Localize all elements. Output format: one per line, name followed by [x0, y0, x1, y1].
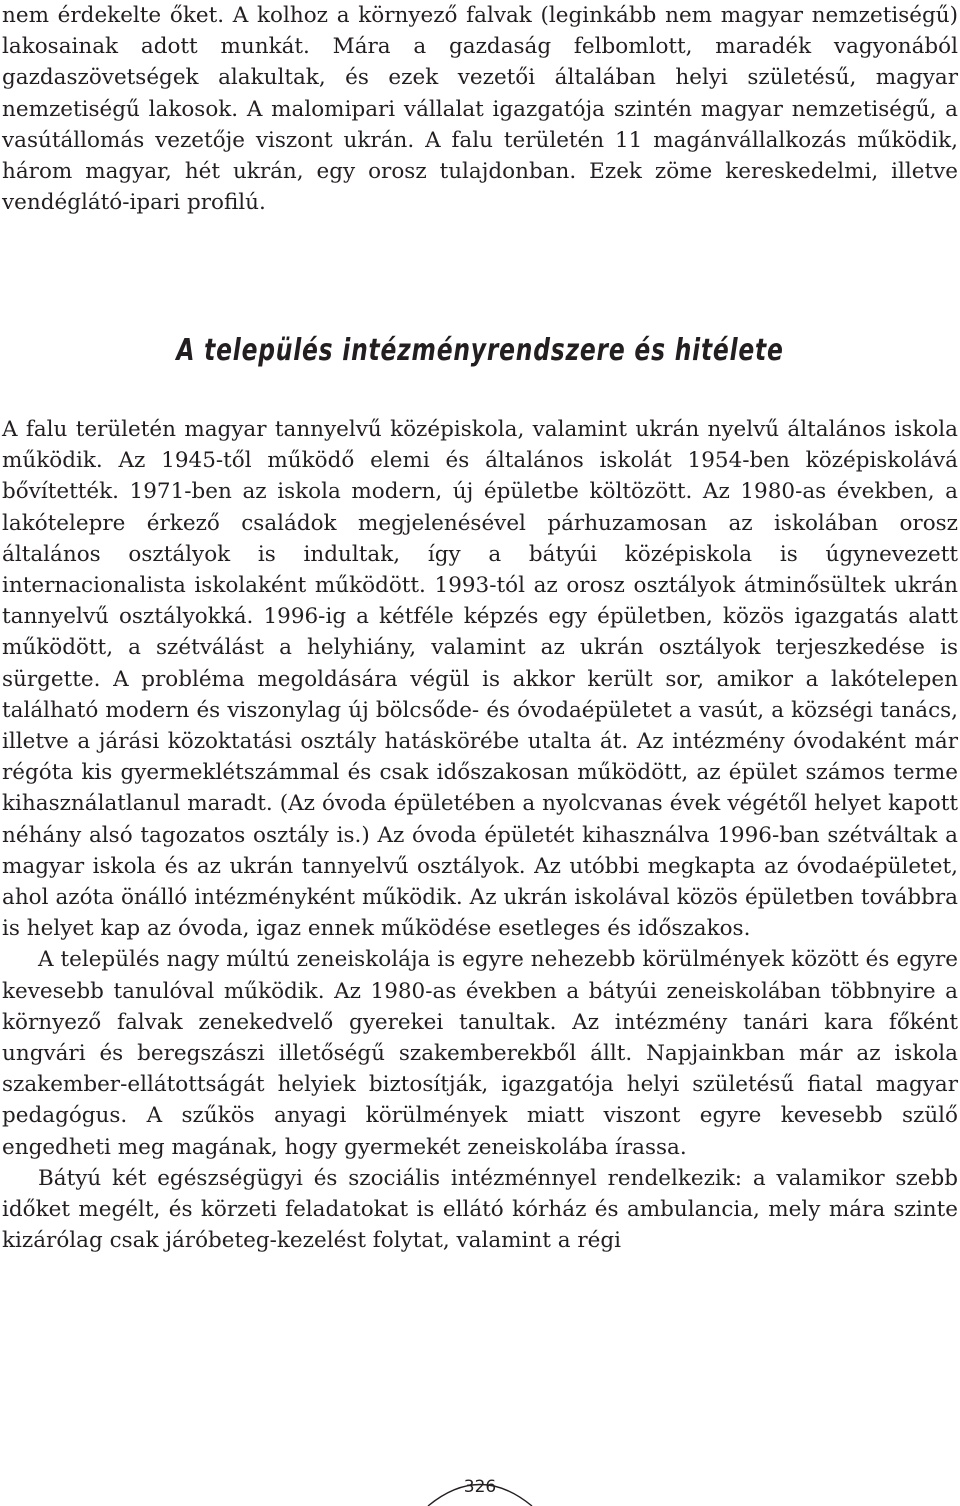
section-heading: A település intézményrendszere és hitélete	[176, 333, 784, 368]
intro-text-block	[2, 0, 958, 218]
section-paragraph-3: Bátyú két egészségügyi és szociális intézménnyel rendelkezik: a valamikor szebb időket megélt, és körzeti feladatokat is ellátó kórház és ambulancia, mely mára szinte kizárólag csak járóbeteg-kezelést folytat, valamint a régi	[2, 1165, 958, 1254]
page-number-footer	[400, 1465, 560, 1506]
page-number: 326	[463, 1477, 497, 1497]
section-paragraph-1: A falu területén magyar tannyelvű középiskola, valamint ukrán nyelvű általános iskola működik. Az 1945-től működő elemi és általános iskolát 1954-ben középiskolává bővítették. 1971-ben az iskola modern, új épületbe költözött. Az 1980-as években, a lakótelepre érkező családok megjelenésével párhuzamosan az iskolában orosz általános osztályok is indultak, így a bátyúi középiskola is úgynevezett internacionalista iskolaként működött. 1993-tól az orosz osztályok átminősültek ukrán tannyelvű osztályokká. 1996-ig a kétféle képzés egy épületben, közös igazgatás alatt működött, a szétválást a helyhiány, valamint az ukrán osztályok terjeszkedése is sürgette. A probléma megoldására végül is akkor került sor, amikor a lakótelepen található modern és viszonylag új bölcsőde- és óvodaépületet a vasút, a községi tanács, illetve a járási közoktatási osztály hatáskörébe utalta át. Az intézmény óvodaként már régóta kis gyermeklétszámmal és csak időszakosan működött, az épület számos terme kihasználatlanul maradt. (Az óvoda épületében a nyolcvanas évek végétől helyet kapott néhány alsó tagozatos osztály is.) Az óvoda épületét kihasználva 1996-ban szétváltak a magyar iskola és az ukrán tannyelvű osztályok. Az utóbbi megkapta az óvodaépületet, ahol azóta önálló intézményként működik. Az ukrán iskolával közös épületben továbbra is helyet kap az óvoda, igaz ennek működése esetleges és időszakos.	[2, 417, 958, 942]
section-paragraph-2: A település nagy múltú zeneiskolája is egyre nehezebb körülmények között és egyre kevesebb tanulóval működik. Az 1980-as években a bátyúi zeneiskolában többnyire a környező falvak zenekedvelő gyerekei tanultak. Az intézmény tanári kara főként ungvári és beregszászi illetőségű szakemberekből állt. Napjainkban már az iskola szakember-ellátottságát helyiek biztosítják, igazgatója helyi születésű fiatal magyar pedagógus. A szűkös anyagi körülmények miatt viszont egyre kevesebb szülő engedheti meg magának, hogy gyermekét zeneiskolába írassa.	[2, 947, 958, 1160]
intro-paragraph: nem érdekelte őket. A kolhoz a környező falvak (leginkább nem magyar nemzetiségű) lakosainak adott munkát. Mára a gazdaság felbomlott, maradék vagyonából gazdaszövetségek alakultak, és ezek vezetői általában helyi születésű, magyar nemzetiségű lakosok. A malomipari vállalat igazgatója szintén magyar nemzetiségű, a vasútállomás vezetője viszont ukrán. A falu területén 11 magánvállalkozás működik, három magyar, hét ukrán, egy orosz tulajdonban. Ezek zöme kereskedelmi, illetve vendéglátó-ipari profilú.	[2, 3, 958, 216]
section-text-block	[2, 414, 958, 1256]
